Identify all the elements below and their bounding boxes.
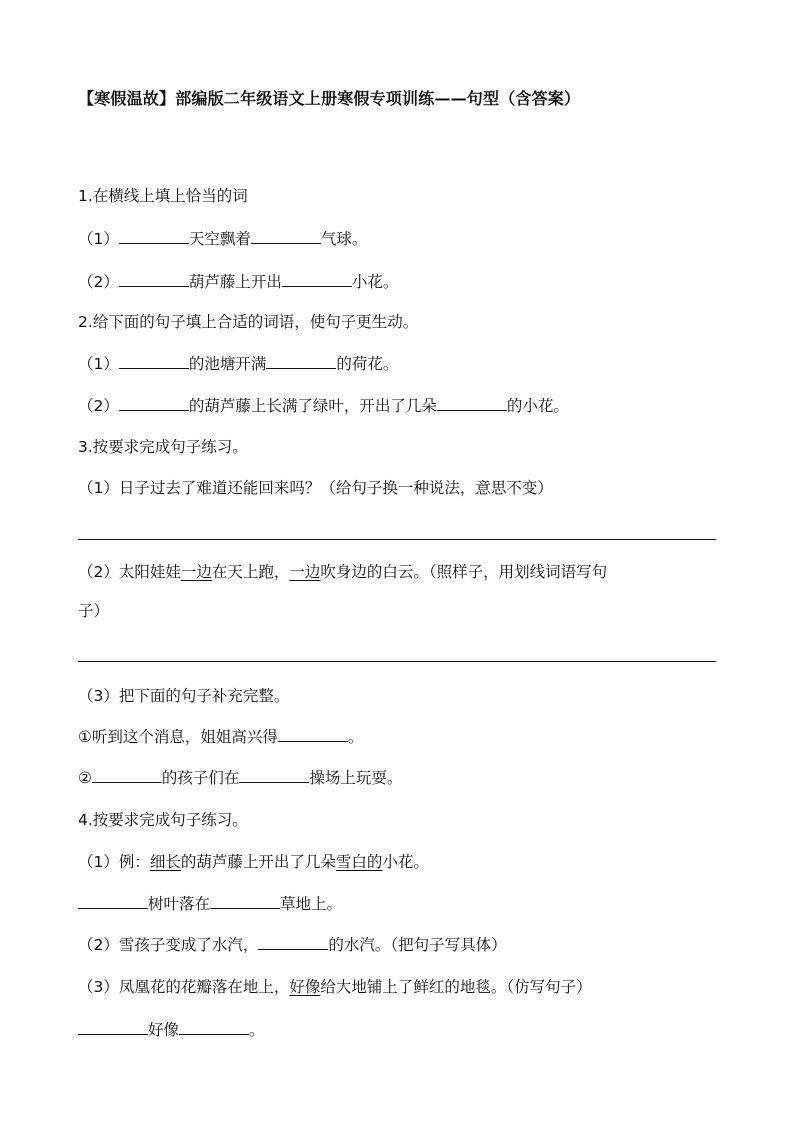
- question-text: 的葫芦藤上长满了绿叶，开出了几朵: [188, 397, 437, 415]
- question-3-2-continued: 子）: [78, 602, 110, 620]
- circled-number: ②: [78, 769, 92, 787]
- underlined-word: 好像: [289, 978, 321, 996]
- fill-blank[interactable]: [179, 1020, 249, 1035]
- question-text: 小花。: [351, 273, 399, 291]
- fill-blank[interactable]: [78, 894, 148, 909]
- question-text: 草地上。: [280, 895, 343, 913]
- fill-blank[interactable]: [78, 1020, 148, 1035]
- answer-line[interactable]: [78, 539, 716, 540]
- question-4-1-answer: [78, 893, 342, 915]
- question-text: （1）例：: [78, 853, 150, 871]
- fill-blank[interactable]: [239, 768, 309, 783]
- question-text: 小花。: [382, 853, 429, 871]
- underlined-word: 雪白的: [335, 853, 383, 871]
- question-text: 操场上玩耍。: [309, 769, 403, 787]
- question-text: 的荷花。: [336, 355, 399, 373]
- question-text: 的水汽。（把句子写具体）: [328, 936, 507, 954]
- question-text: 葫芦藤上开出: [188, 273, 282, 291]
- question-text: 的小花。: [506, 397, 569, 415]
- question-text: 树叶落在: [148, 895, 211, 913]
- question-4-1: [78, 851, 429, 873]
- fill-blank[interactable]: [258, 935, 328, 950]
- question-4-3-answer: [78, 1019, 265, 1041]
- question-text: 气球。: [320, 230, 368, 248]
- circled-number: ①: [78, 728, 92, 746]
- question-text: 好像: [148, 1021, 180, 1039]
- answer-line[interactable]: [78, 661, 716, 662]
- sub-question-1: [78, 726, 363, 748]
- question-2-2: [78, 395, 569, 417]
- question-3-3: （3）把下面的句子补充完整。: [78, 687, 290, 705]
- question-2-1: [78, 353, 398, 375]
- question-number: （1）: [78, 230, 119, 248]
- question-text: 吹身边的白云。（照样子，用划线词语写句: [320, 563, 608, 581]
- question-4-2: [78, 934, 507, 956]
- fill-blank[interactable]: [119, 272, 189, 287]
- fill-blank[interactable]: [119, 396, 189, 411]
- question-text: 的葫芦藤上开出了几朵: [180, 853, 336, 871]
- fill-blank[interactable]: [92, 768, 162, 783]
- underlined-word: 一边: [289, 563, 321, 581]
- fill-blank[interactable]: [119, 229, 189, 244]
- fill-blank[interactable]: [210, 894, 280, 909]
- section-1-heading: 1.在横线上填上恰当的词: [78, 187, 248, 205]
- question-text: （2）太阳娃娃: [78, 563, 181, 581]
- question-number: （2）: [78, 397, 119, 415]
- question-3-1: （1）日子过去了难道还能回来吗？（给句子换一种说法，意思不变）: [78, 479, 553, 497]
- question-text: 听到这个消息，姐姐高兴得: [91, 728, 278, 746]
- section-2-heading: 2.给下面的句子填上合适的词语，使句子更生动。: [78, 313, 419, 331]
- question-1-1: [78, 228, 367, 250]
- underlined-word: 一边: [180, 563, 212, 581]
- fill-blank[interactable]: [119, 354, 189, 369]
- question-text: 。: [347, 728, 364, 746]
- question-text: 的孩子们在: [161, 769, 240, 787]
- question-4-3: [78, 976, 592, 998]
- question-text: （2）雪孩子变成了水汽，: [78, 936, 259, 954]
- question-number: （2）: [78, 273, 119, 291]
- question-number: （1）: [78, 355, 119, 373]
- fill-blank[interactable]: [278, 727, 348, 742]
- page-title: 【寒假温故】部编版二年级语文上册寒假专项训练——句型（含答案）: [78, 89, 581, 108]
- question-text: 的池塘开满: [188, 355, 267, 373]
- fill-blank[interactable]: [266, 354, 336, 369]
- section-4-heading: 4.按要求完成句子练习。: [78, 811, 248, 829]
- sub-question-2: [78, 767, 402, 789]
- question-text: 在天上跑，: [211, 563, 290, 581]
- fill-blank[interactable]: [251, 229, 321, 244]
- section-3-heading: 3.按要求完成句子练习。: [78, 438, 248, 456]
- question-3-2: [78, 561, 607, 583]
- question-text: 。: [249, 1021, 265, 1039]
- question-text: 给大地铺上了鲜红的地毯。（仿写句子）: [320, 978, 592, 996]
- question-text: 天空飘着: [188, 230, 251, 248]
- fill-blank[interactable]: [437, 396, 507, 411]
- fill-blank[interactable]: [282, 272, 352, 287]
- underlined-word: 细长: [149, 853, 181, 871]
- question-text: （3）凤凰花的花瓣落在地上，: [78, 978, 290, 996]
- question-1-2: [78, 271, 398, 293]
